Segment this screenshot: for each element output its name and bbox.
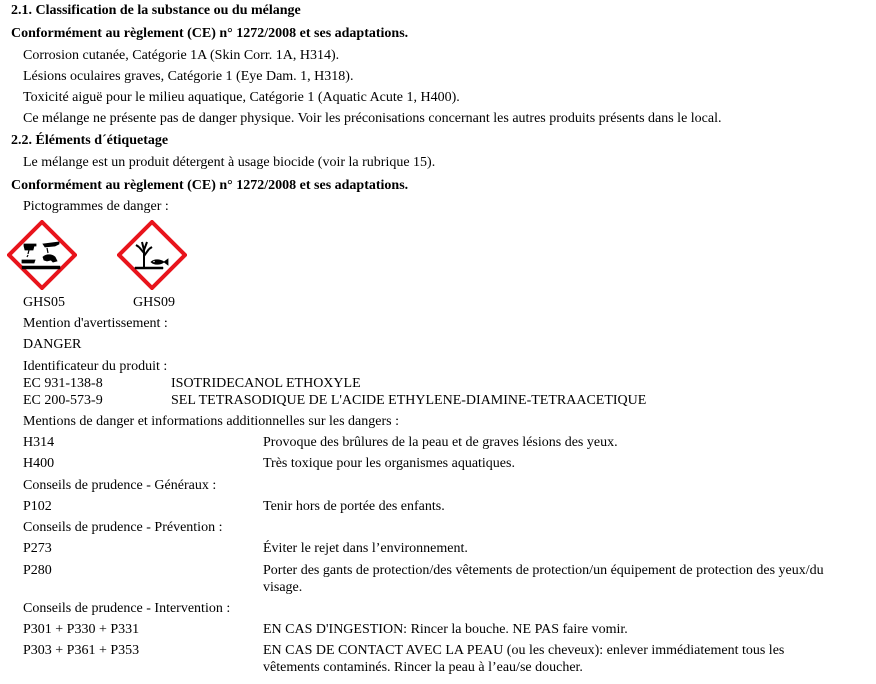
- precaution-code: P102: [23, 499, 52, 514]
- precaution-text: EN CAS D'INGESTION: Rincer la bouche. NE PAS faire vomir.: [263, 622, 628, 637]
- pictogram-code-ghs09: GHS09: [133, 295, 176, 310]
- hazard-code: H314: [23, 435, 55, 450]
- section-2-2-title: 2.2. Éléments d´étiquetage: [11, 133, 169, 148]
- classification-item: Corrosion cutanée, Catégorie 1A (Skin Corr. 1A, H314).: [23, 48, 340, 63]
- pictograms-label: Pictogrammes de danger :: [23, 199, 169, 214]
- environment-icon: [117, 220, 187, 290]
- precaution-text: EN CAS DE CONTACT AVEC LA PEAU (ou les cheveux): enlever immédiatement tous les: [263, 643, 785, 658]
- identifier-ec: EC 931-138-8: [23, 376, 103, 391]
- general-precautions-label: Conseils de prudence - Généraux :: [23, 478, 217, 493]
- identifier-name: ISOTRIDECANOL ETHOXYLE: [171, 376, 361, 391]
- precaution-code: P273: [23, 541, 52, 556]
- precaution-text-continued: visage.: [263, 580, 303, 595]
- classification-item: Toxicité aiguë pour le milieu aquatique, Catégorie 1 (Aquatic Acute 1, H400).: [23, 90, 460, 105]
- signal-word: DANGER: [23, 337, 82, 352]
- hazard-text: Provoque des brûlures de la peau et de graves lésions des yeux.: [263, 435, 618, 450]
- precaution-text: Éviter le rejet dans l’environnement.: [263, 541, 468, 556]
- precaution-code: P303 + P361 + P353: [23, 643, 140, 658]
- signal-word-label: Mention d'avertissement :: [23, 316, 168, 331]
- hazard-text: Très toxique pour les organismes aquatiques.: [263, 456, 515, 471]
- intervention-precautions-label: Conseils de prudence - Intervention :: [23, 601, 231, 616]
- classification-item: Lésions oculaires graves, Catégorie 1 (Eye Dam. 1, H318).: [23, 69, 354, 84]
- hazard-statements-label: Mentions de danger et informations additionnelles sur les dangers :: [23, 414, 399, 429]
- precaution-code: P301 + P330 + P331: [23, 622, 140, 637]
- precaution-code: P280: [23, 563, 52, 578]
- product-identifier-label: Identificateur du produit :: [23, 359, 168, 374]
- corrosion-icon: [7, 220, 77, 290]
- identifier-ec: EC 200-573-9: [23, 393, 103, 408]
- section-2-2-regulation: Conformément au règlement (CE) n° 1272/2008 et ses adaptations.: [11, 178, 409, 193]
- precaution-text-continued: vêtements contaminés. Rincer la peau à l’eau/se doucher.: [263, 660, 583, 675]
- prevention-precautions-label: Conseils de prudence - Prévention :: [23, 520, 223, 535]
- classification-item: Ce mélange ne présente pas de danger physique. Voir les préconisations concernant les autres produits présents dans le local.: [23, 111, 722, 126]
- precaution-text: Porter des gants de protection/des vêtements de protection/un équipement de protection des yeux/du: [263, 563, 824, 578]
- section-2-2-intro: Le mélange est un produit détergent à usage biocide (voir la rubrique 15).: [23, 155, 436, 170]
- section-2-1-title: 2.1. Classification de la substance ou du mélange: [11, 3, 301, 18]
- section-2-1-regulation: Conformément au règlement (CE) n° 1272/2008 et ses adaptations.: [11, 26, 409, 41]
- pictogram-code-ghs05: GHS05: [23, 295, 66, 310]
- precaution-text: Tenir hors de portée des enfants.: [263, 499, 445, 514]
- hazard-code: H400: [23, 456, 55, 471]
- identifier-name: SEL TETRASODIQUE DE L'ACIDE ETHYLENE-DIAMINE-TETRAACETIQUE: [171, 393, 647, 408]
